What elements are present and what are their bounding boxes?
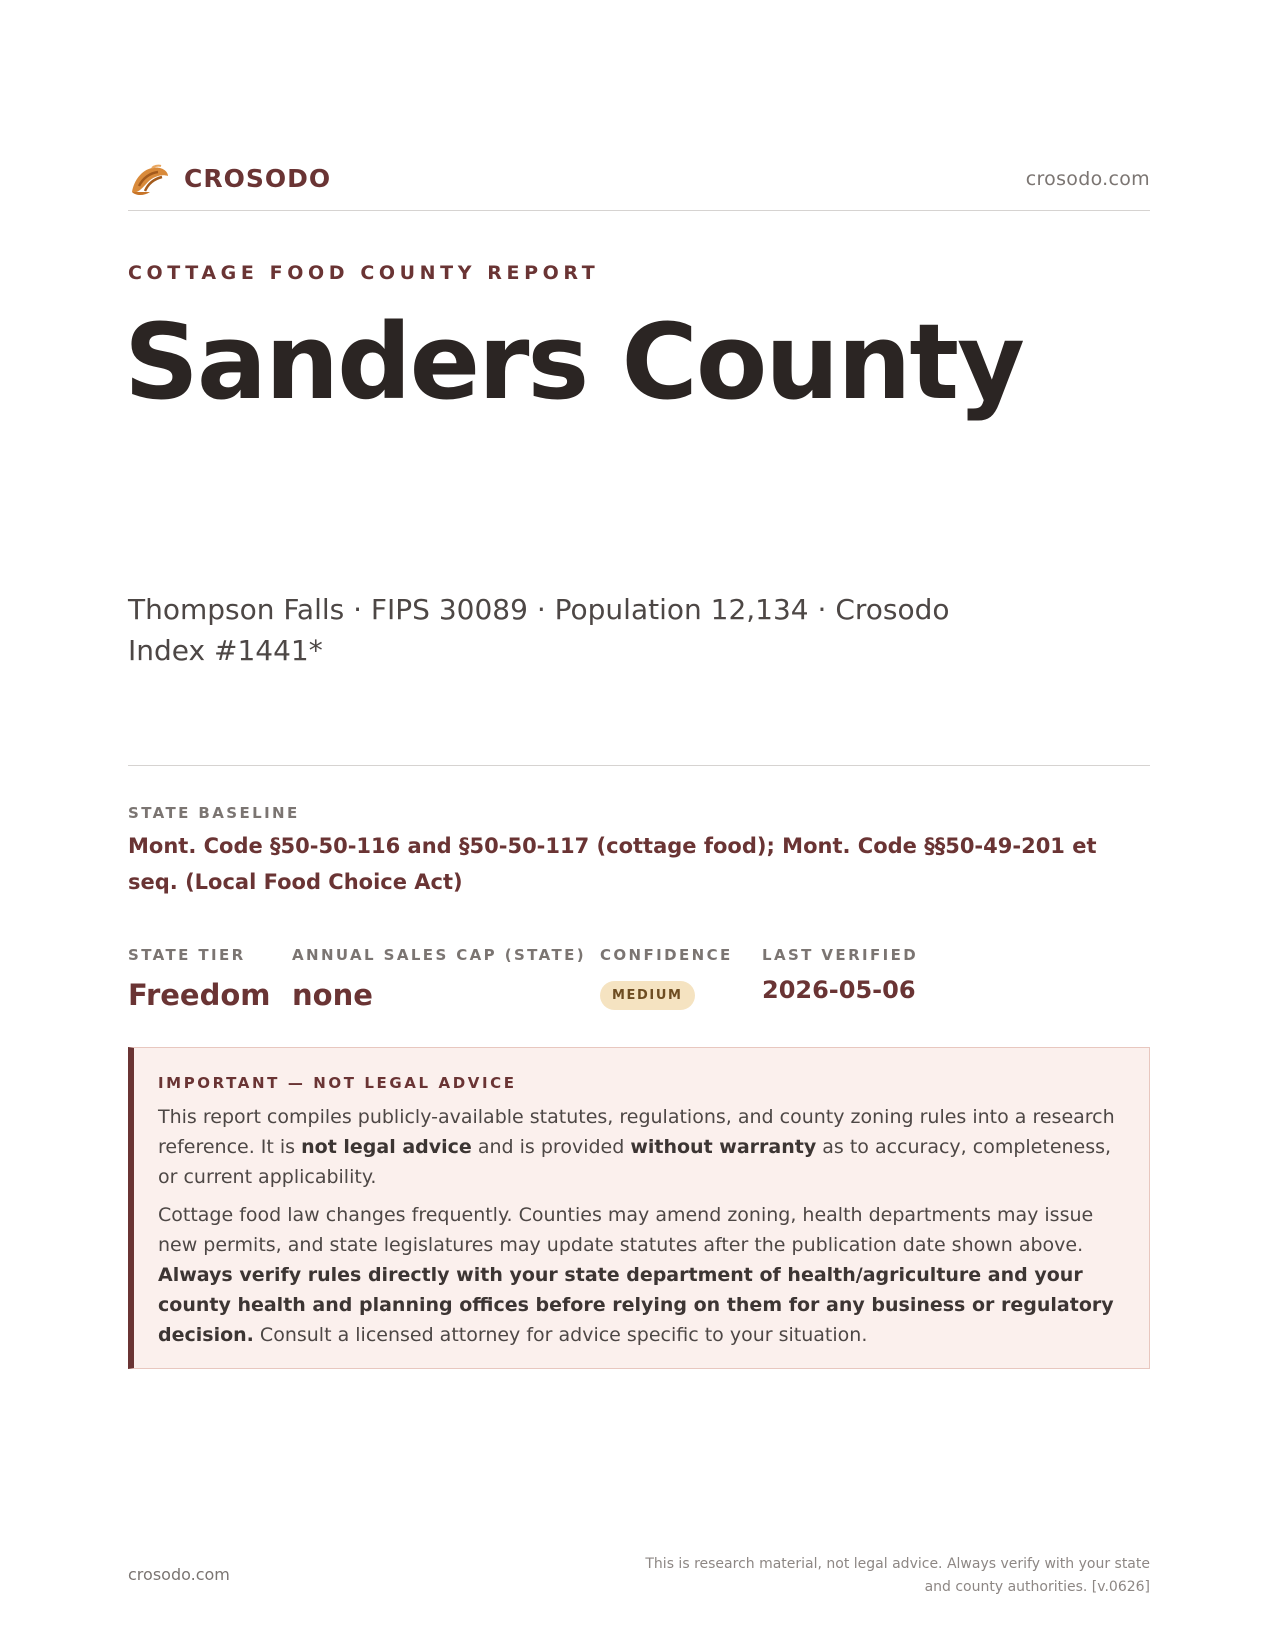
county-subtitle: Thompson Falls · FIPS 30089 · Population 12,134 · Crosodo Index #1441* — [128, 593, 950, 667]
report-kicker: COTTAGE FOOD COUNTY REPORT — [128, 262, 600, 284]
notice-title: IMPORTANT — NOT LEGAL ADVICE — [158, 1074, 517, 1092]
legal-notice — [128, 1047, 1150, 1369]
state-tier-stat — [128, 946, 271, 1012]
page-title: Sanders County — [124, 301, 1023, 423]
last-verified-value: 2026-05-06 — [762, 976, 916, 1004]
last-verified-stat — [762, 946, 918, 1004]
notice-paragraph-2: Cottage food law changes frequently. Counties may amend zoning, health departments may issue new permits, and state legislatures may update statutes after the publication date shown above. Always verify rules directly with your state department of health/agriculture and your county health and planning offices before relying on them for any business or regulatory decision. Consult a licensed attorney for advice specific to your situation. — [158, 1204, 1114, 1346]
baseline-statute: Mont. Code §50-50-116 and §50-50-117 (cottage food); Mont. Code §§50-49-201 et seq. (Local Food Choice Act) — [128, 834, 1097, 894]
croissant-icon — [128, 162, 170, 200]
sales-cap-label: ANNUAL SALES CAP (STATE) — [292, 946, 587, 964]
confidence-badge: MEDIUM — [600, 981, 695, 1010]
report-page — [124, 0, 1150, 1650]
confidence-stat — [600, 946, 733, 1010]
brand-name: CROSODO — [184, 164, 332, 193]
sales-cap-value: none — [292, 978, 373, 1012]
site-link[interactable]: crosodo.com — [1025, 168, 1150, 190]
last-verified-label: LAST VERIFIED — [762, 946, 919, 964]
section-divider — [128, 765, 1150, 766]
state-tier-value: Freedom — [128, 978, 271, 1012]
confidence-label: CONFIDENCE — [600, 946, 733, 964]
page-header — [128, 158, 1150, 211]
footer-disclaimer: This is research material, not legal advice. Always verify with your state and county authorities. [v.0626] — [645, 1556, 1150, 1595]
state-tier-label: STATE TIER — [128, 946, 246, 964]
sales-cap-stat — [292, 946, 586, 1012]
footer-site[interactable]: crosodo.com — [128, 1565, 230, 1584]
baseline-label: STATE BASELINE — [128, 804, 300, 822]
notice-paragraph-1: This report compiles publicly-available statutes, regulations, and county zoning rules into a research reference. It is not legal advice and is provided without warranty as to accuracy, completeness, or current applicability. — [158, 1106, 1115, 1188]
